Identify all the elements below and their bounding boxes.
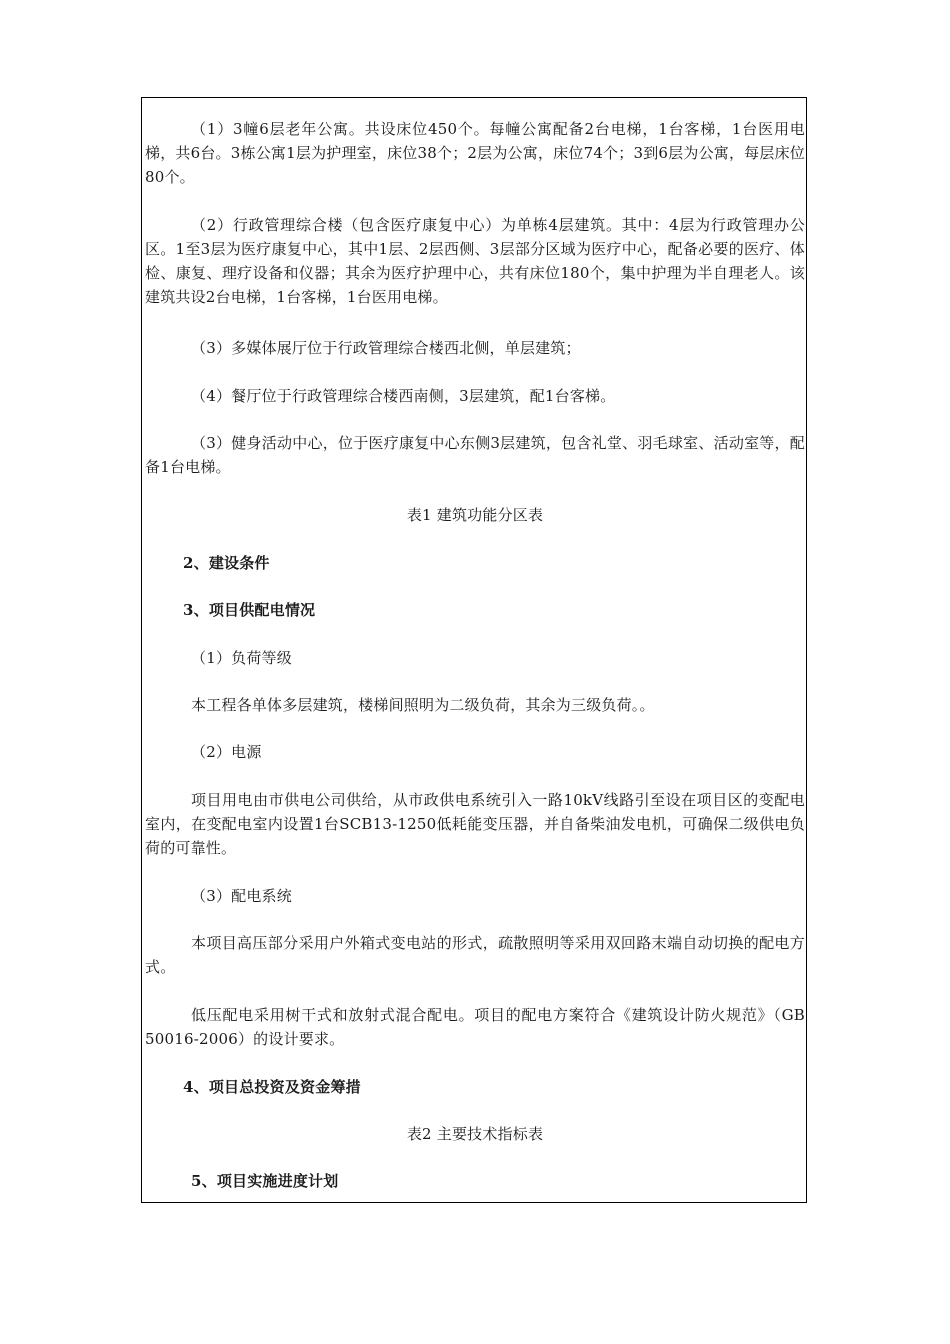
paragraph-restaurant: （4）餐厅位于行政管理综合楼西南侧，3层建筑，配1台客梯。	[191, 387, 616, 405]
heading-investment: 4、项目总投资及资金筹措	[183, 1078, 361, 1096]
subheading-distribution-system: （3）配电系统	[191, 887, 292, 905]
subheading-load-level: （1）负荷等级	[191, 649, 292, 667]
table2-caption: 表2 主要技术指标表	[406, 1125, 544, 1143]
paragraph-fitness-center: （3）健身活动中心，位于医疗康复中心东侧3层建筑，包含礼堂、羽毛球室、活动室等，配备1台电梯。	[145, 434, 805, 476]
heading-power-supply: 3、项目供配电情况	[183, 601, 316, 619]
paragraph-admin-building: （2）行政管理综合楼（包含医疗康复中心）为单栋4层建筑。其中：4层为行政管理办公区。1至3层为医疗康复中心，其中1层、2层西侧、3层部分区域为医疗中心，配备必要的医疗、体检、康复、理疗设备和仪器；其余为医疗护理中心，共有床位180个，集中护理为半自理老人。该建筑共设2台电梯，1台客梯，1台医用电梯。	[145, 216, 805, 306]
paragraph-high-voltage: 本项目高压部分采用户外箱式变电站的形式，疏散照明等采用双回路末端自动切换的配电方式。	[145, 934, 805, 976]
paragraph-apartments: （1）3幢6层老年公寓。共设床位450个。每幢公寓配备2台电梯，1台客梯，1台医用电梯，共6台。3栋公寓1层为护理室，床位38个；2层为公寓，床位74个；3到6层为公寓，每层床位80个。	[145, 120, 805, 186]
paragraph-load-level: 本工程各单体多层建筑，楼梯间照明为二级负荷，其余为三级负荷。。	[191, 696, 655, 714]
heading-construction-conditions: 2、建设条件	[183, 554, 270, 572]
heading-schedule: 5、项目实施进度计划	[191, 1172, 339, 1190]
table1-caption: 表1 建筑功能分区表	[406, 506, 544, 524]
subheading-power-source: （2）电源	[191, 743, 262, 761]
paragraph-low-voltage: 低压配电采用树干式和放射式混合配电。项目的配电方案符合《建筑设计防火规范》（GB 50016-2006）的设计要求。	[145, 1006, 805, 1048]
document-frame	[141, 97, 807, 1203]
paragraph-power-source: 项目用电由市供电公司供给，从市政供电系统引入一路10kV线路引至设在项目区的变配电室内，在变配电室内设置1台SCB13-1250低耗能变压器，并自备柴油发电机，可确保二级供电负荷的可靠性。	[145, 791, 805, 857]
paragraph-media-hall: （3）多媒体展厅位于行政管理综合楼西北侧，单层建筑；	[191, 339, 581, 357]
